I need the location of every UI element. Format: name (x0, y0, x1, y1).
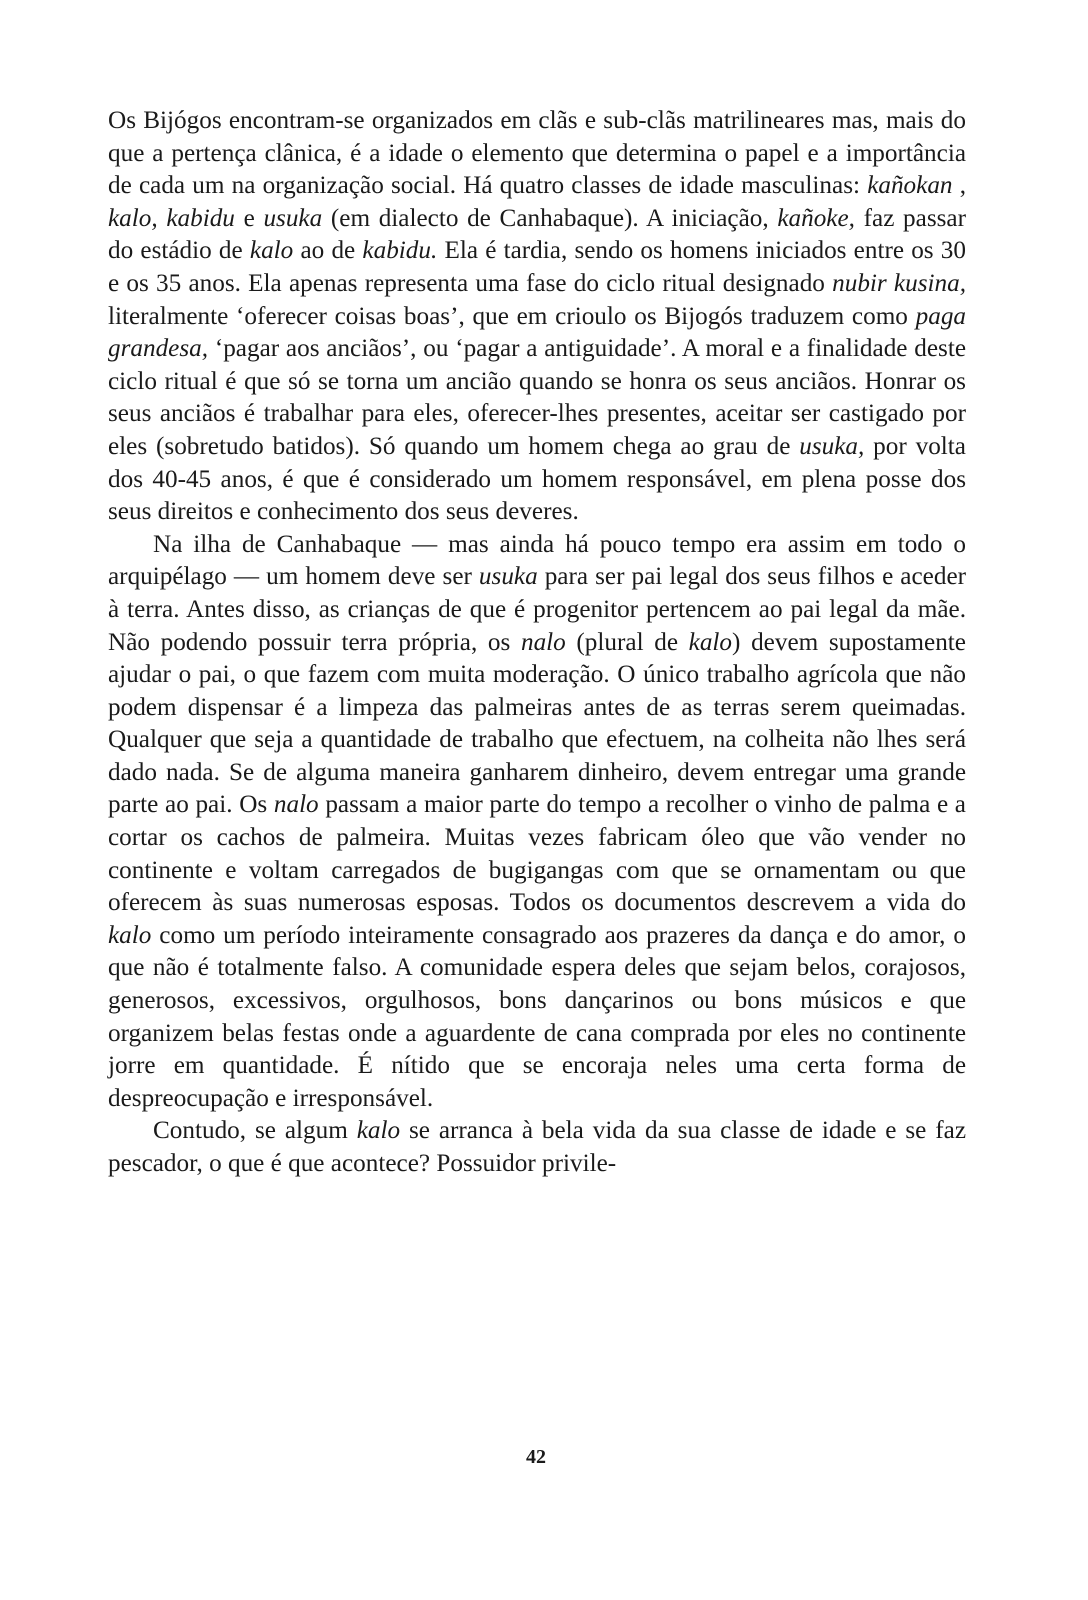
italic-term: kalo (108, 921, 152, 949)
italic-term: kalo (688, 628, 733, 656)
italic-term: usuka (478, 563, 538, 591)
text-run: (plural de (565, 628, 689, 656)
text-run: passam a maior parte do tempo a recolher o vinho de palma e a cortar os cachos de palmeira. Muitas vezes fabricam óleo que vão vender no continente e voltam carregados de bugigangas com que se ornamentam ou que oferecem às suas numerosas esposas. Todos os documentos descrevem a vida do (108, 791, 966, 917)
italic-term: nalo (520, 628, 566, 656)
paragraph-3 (108, 1115, 966, 1180)
italic-term: kalo (249, 237, 294, 265)
italic-term: kañokan (867, 172, 953, 200)
text-run: como um período inteiramente consagrado aos prazeres da dança e do amor, o que não é totalmente falso. A comunidade espera deles que sejam belos, corajosos, generosos, excessivos, orgulhosos, bons dançarinos ou bons músicos e que organizem belas festas onde a aguardente de cana comprada por eles no continente jorre em quantidade. É nítido que se encoraja neles uma certa forma de despreocupação e irresponsável. (108, 921, 966, 1112)
page-number: 42 (526, 1446, 546, 1468)
text-run: faz passar do estádio de (108, 204, 966, 265)
italic-term: usuka, (799, 432, 865, 460)
text-run: Os Bijógos encontram-se organizados em clãs e sub-clãs matrilineares mas, mais do que a pertença clânica, é a idade o elemento que determina o papel e a importância de cada um na organização social. Há quatro classes de idade masculinas: (108, 107, 966, 200)
paragraph-2 (108, 529, 966, 1116)
text-run: ) devem supostamente ajudar o pai, o que fazem com muita moderação. O único trabalho agrícola que não podem dispensar é a limpeza das palmeiras antes de as terras serem queimadas. Qualquer que seja a quantidade de trabalho que efectuem, na colheita não lhes será dado nada. Se de alguma maneira ganharem dinheiro, devem entregar uma grande parte ao pai. Os (108, 628, 966, 819)
text-run: para ser pai legal dos seus filhos e aceder à terra. Antes disso, as crianças de que é progenitor pertencem ao pai legal da mãe. Não podendo possuir terra própria, os (108, 563, 967, 656)
italic-term: kabidu. (362, 237, 438, 265)
italic-term: nubir kusina, (832, 269, 966, 297)
text-run: ‘pagar aos anciãos’, ou ‘pagar a antiguidade’. A moral e a finalidade deste ciclo ritual é que só se torna um ancião quando se honra os seus anciãos. Honrar os seus anciãos é trabalhar para eles, oferecer-lhes presentes, aceitar ser castigado por eles (sobretudo batidos). Só quando um homem chega ao grau de (108, 335, 966, 460)
text-run: literalmente ‘oferecer coisas boas’, que em crioulo os Bijogós traduzem como (108, 302, 916, 330)
italic-term: kalo, (108, 204, 158, 232)
text-run: (em dialecto de Canhabaque). A iniciação, (322, 204, 778, 232)
italic-term: paga grandesa, (108, 302, 966, 363)
italic-term: kañoke, (777, 204, 855, 232)
text-run: Na ilha de Canhabaque — mas ainda há pouco tempo era assim em todo o arquipélago — um homem deve ser (108, 530, 966, 591)
paragraph-1 (108, 105, 966, 529)
text-run: e (234, 204, 264, 232)
text-run: se arranca à bela vida da sua classe de idade e se faz pescador, o que é que acontece? Possuidor privile- (108, 1117, 966, 1177)
italic-term: usuka (263, 204, 323, 232)
text-run: Ela é tardia, sendo os homens iniciados entre os 30 e os 35 anos. Ela apenas representa uma fase do ciclo ritual designado (108, 237, 966, 297)
text-run: Contudo, se algum (153, 1117, 357, 1145)
italic-term: nalo (273, 791, 319, 819)
text-run: ao de (293, 237, 363, 265)
italic-term: kalo (356, 1117, 401, 1145)
text-run: , (952, 172, 966, 200)
book-page-text (108, 105, 966, 1181)
text-run: por volta dos 40-45 anos, é que é considerado um homem responsável, em plena posse dos seus direitos e conhecimento dos seus deveres. (108, 432, 966, 526)
italic-term: kabidu (166, 204, 235, 232)
